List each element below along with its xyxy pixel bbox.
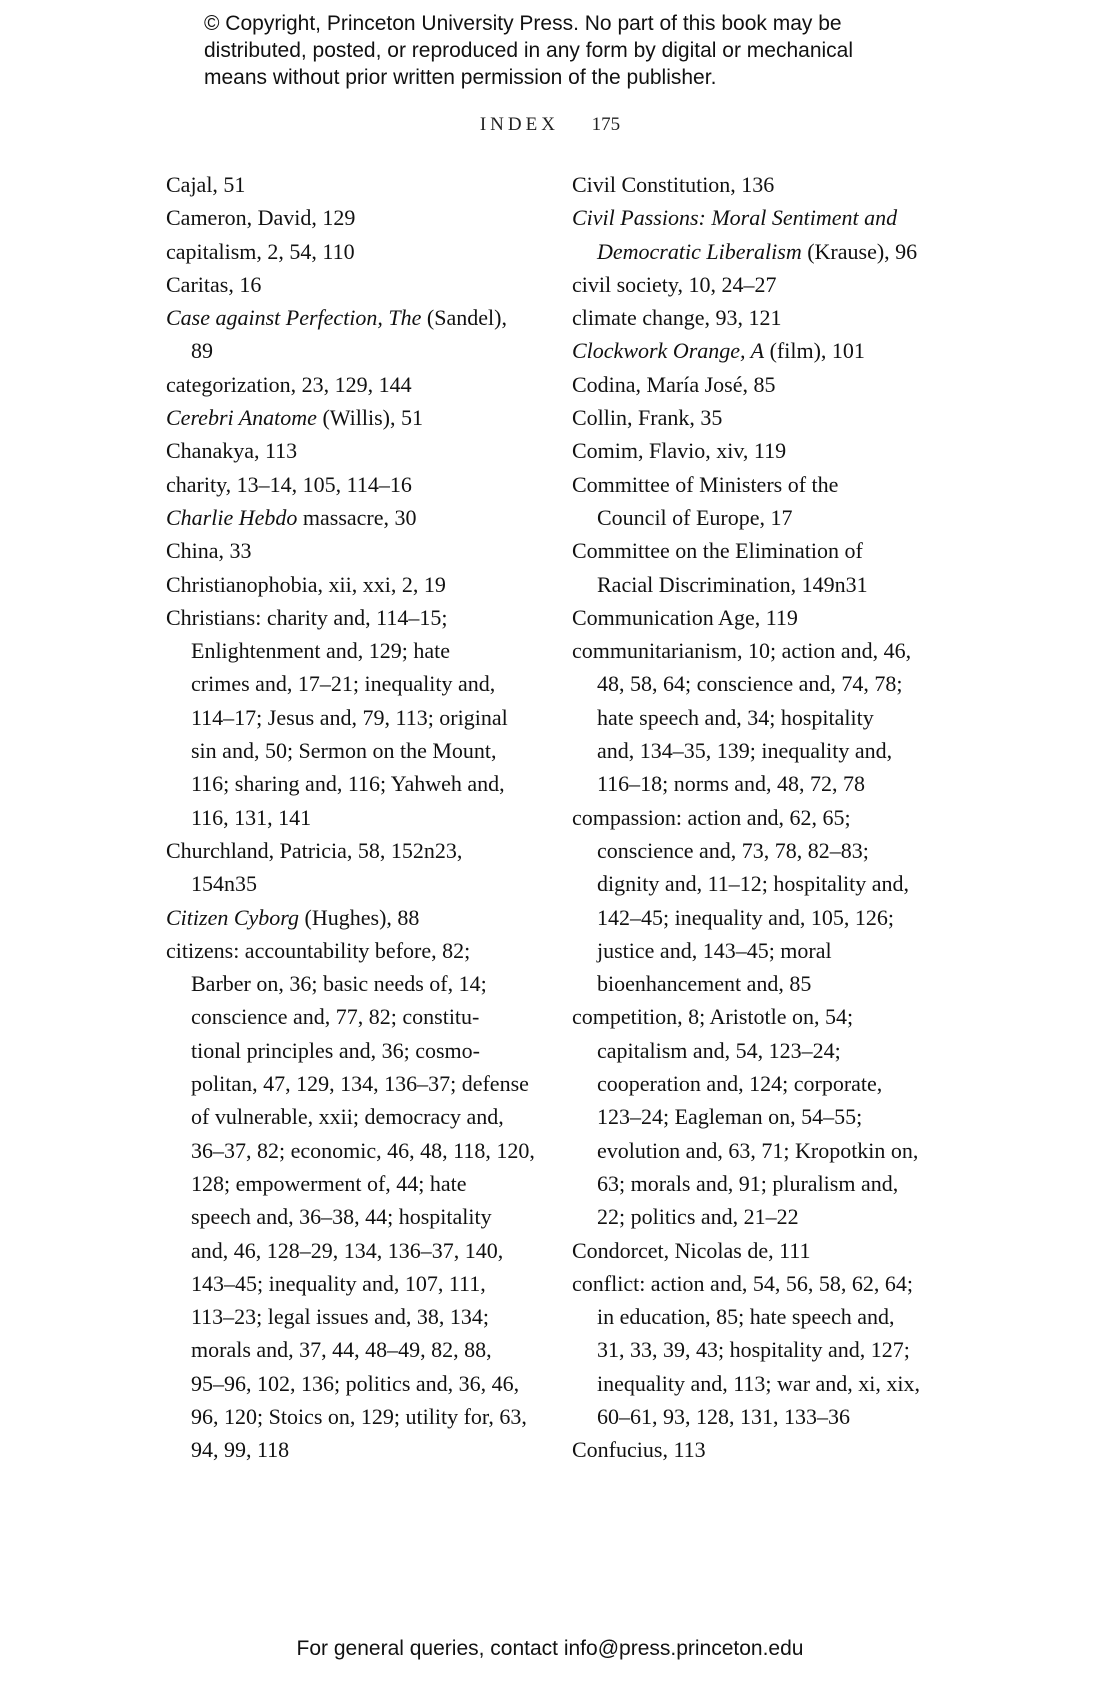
- index-entry-text: Cajal, 51: [166, 172, 246, 197]
- index-entry-text: Barber on, 36; basic needs of, 14;: [191, 971, 487, 997]
- index-entry-continuation: [166, 1100, 536, 1133]
- index-entry-line: [166, 901, 536, 934]
- index-entry: [166, 601, 536, 834]
- index-entry-text: politan, 47, 129, 134, 136–37; defense: [191, 1071, 529, 1097]
- index-entry-line: [572, 368, 942, 401]
- index-entry-text: capitalism, 2, 54, 110: [166, 238, 355, 264]
- index-entry-title: Cerebri Anatome: [166, 405, 317, 431]
- index-entry: [166, 468, 536, 501]
- index-entry-title: Case against Perfection, The: [166, 305, 422, 331]
- index-entry-text: Cameron, David, 129: [166, 205, 356, 231]
- index-entry-text: 114–17; Jesus and, 79, 113; original: [191, 704, 508, 730]
- copyright-line: distributed, posted, or reproduced in any form by digital or mechanical: [204, 39, 854, 62]
- index-entry-line: [166, 235, 536, 268]
- index-entry-continuation: [166, 967, 536, 1000]
- index-entry-text: Comim, Flavio, xiv, 119: [572, 438, 787, 464]
- index-entry-continuation: [166, 634, 536, 667]
- index-entry-continuation: [166, 1234, 536, 1267]
- index-entry: [572, 168, 942, 201]
- index-entry-line: [166, 301, 536, 334]
- index-entry-line: [572, 201, 942, 234]
- index-entry-text: Civil Constitution, 136: [572, 172, 775, 197]
- index-entry-continuation: [572, 1167, 942, 1200]
- index-entry-continuation: [572, 934, 942, 967]
- index-entry-continuation: [572, 1300, 942, 1333]
- index-entry-text: categorization, 23, 129, 144: [166, 371, 412, 397]
- index-entry: [572, 468, 942, 535]
- index-entry-text: (Sandel),: [421, 305, 507, 331]
- index-entry-continuation: [572, 1034, 942, 1067]
- index-entry: [166, 201, 536, 234]
- index-entry-text: 95–96, 102, 136; politics and, 36, 46,: [191, 1370, 520, 1396]
- index-entry-text: (Krause), 96: [801, 238, 918, 264]
- copyright-line: © Copyright, Princeton University Press. No part of this book may be: [204, 12, 842, 35]
- index-entry-text: in education, 85; hate speech and,: [597, 1304, 895, 1330]
- index-entry: [166, 834, 536, 901]
- index-entry: [572, 434, 942, 467]
- index-entry-continuation: [166, 667, 536, 700]
- footer-contact: For general queries, contact info@press.princeton.edu: [296, 1637, 804, 1660]
- index-entry-text: Chanakya, 113: [166, 438, 298, 464]
- index-entry-text: morals and, 37, 44, 48–49, 82, 88,: [191, 1337, 492, 1363]
- index-entry-line: [572, 401, 942, 434]
- index-entry-line: [166, 434, 536, 467]
- index-entry-text: 128; empowerment of, 44; hate: [191, 1170, 467, 1196]
- index-entry-title: Civil Passions: Moral Sentiment and: [572, 205, 898, 231]
- index-entry-continuation: [572, 667, 942, 700]
- index-entry-continuation: [572, 1100, 942, 1133]
- index-entry-continuation: [166, 701, 536, 734]
- index-entry-line: [572, 268, 942, 301]
- index-entry-line: [572, 634, 942, 667]
- index-entry: [166, 268, 536, 301]
- index-entry: [572, 1267, 942, 1433]
- index-entry-continuation: [572, 1134, 942, 1167]
- index-entry-line: [166, 401, 536, 434]
- index-entry-continuation: [572, 834, 942, 867]
- index-entry: [166, 434, 536, 467]
- index-entry: [166, 501, 536, 534]
- index-entry-text: bioenhancement and, 85: [597, 971, 812, 997]
- index-entry: [166, 301, 536, 368]
- index-entry-continuation: [166, 1167, 536, 1200]
- index-entry-continuation: [572, 967, 942, 1000]
- index-entry-continuation: [166, 1367, 536, 1400]
- index-entry-text: Churchland, Patricia, 58, 152n23,: [166, 837, 463, 863]
- index-entry-text: 36–37, 82; economic, 46, 48, 118, 120,: [191, 1137, 535, 1163]
- index-entry-text: climate change, 93, 121: [572, 305, 782, 331]
- index-entry-line: [572, 301, 942, 334]
- index-entry: [166, 368, 536, 401]
- index-entry-line: [166, 934, 536, 967]
- index-entry: [166, 235, 536, 268]
- index-entry-continuation: [166, 801, 536, 834]
- index-entry-text: conscience and, 77, 82; constitu-: [191, 1004, 480, 1030]
- index-entry-line: [166, 834, 536, 867]
- index-entry: [572, 1000, 942, 1233]
- index-entry-text: sin and, 50; Sermon on the Mount,: [191, 738, 497, 764]
- running-head-title: INDEX: [479, 114, 559, 135]
- index-entry-title: Democratic Liberalism: [597, 238, 802, 264]
- index-entry-line: [572, 334, 942, 367]
- index-entry-text: citizens: accountability before, 82;: [166, 937, 471, 963]
- index-entry: [572, 334, 942, 367]
- index-entry-text: evolution and, 63, 71; Kropotkin on,: [597, 1137, 919, 1163]
- index-entry-text: Confucius, 113: [572, 1437, 706, 1463]
- running-head: [0, 114, 1100, 136]
- index-entry: [572, 1433, 942, 1466]
- index-entry-text: 143–45; inequality and, 107, 111,: [191, 1270, 486, 1296]
- index-entry-text: hate speech and, 34; hospitality: [597, 704, 874, 730]
- index-entry-text: 116–18; norms and, 48, 72, 78: [597, 771, 866, 797]
- index-entry: [166, 534, 536, 567]
- index-entry-continuation: [166, 1067, 536, 1100]
- index-entry-text: dignity and, 11–12; hospitality and,: [597, 871, 910, 897]
- index-entry-continuation: [166, 1267, 536, 1300]
- index-entry-text: 116; sharing and, 116; Yahweh and,: [191, 771, 505, 797]
- index-entry-line: [166, 534, 536, 567]
- index-entry-text: (Hughes), 88: [299, 904, 420, 930]
- index-entry: [572, 534, 942, 601]
- index-entry-continuation: [166, 867, 536, 900]
- index-entry-text: conscience and, 73, 78, 82–83;: [597, 837, 869, 863]
- index-entry-text: Caritas, 16: [166, 271, 262, 297]
- index-entry-continuation: [572, 1333, 942, 1366]
- index-entry: [572, 601, 942, 634]
- index-entry-text: crimes and, 17–21; inequality and,: [191, 671, 496, 697]
- index-entry-line: [166, 201, 536, 234]
- index-entry-text: and, 46, 128–29, 134, 136–37, 140,: [191, 1237, 504, 1263]
- index-entry-title: Citizen Cyborg: [166, 904, 300, 930]
- index-entry-text: communitarianism, 10; action and, 46,: [572, 638, 912, 664]
- index-entry-continuation: [572, 501, 942, 534]
- index-entry-continuation: [572, 701, 942, 734]
- index-entry-line: [572, 601, 942, 634]
- index-entry-text: Christianophobia, xii, xxi, 2, 19: [166, 571, 446, 597]
- index-column-left: [166, 168, 536, 1467]
- index-entry-line: [166, 268, 536, 301]
- index-entry: [166, 901, 536, 934]
- index-entry-continuation: [166, 1333, 536, 1366]
- index-entry-continuation: [166, 1134, 536, 1167]
- index-entry-text: Enlightenment and, 129; hate: [191, 638, 451, 664]
- index-entry-text: of vulnerable, xxii; democracy and,: [191, 1104, 504, 1130]
- page-number: 175: [591, 114, 621, 135]
- index-entry-continuation: [166, 734, 536, 767]
- index-entry-text: 63; morals and, 91; pluralism and,: [597, 1170, 899, 1196]
- index-entry-text: 31, 33, 39, 43; hospitality and, 127;: [597, 1337, 910, 1363]
- index-entry-continuation: [166, 1000, 536, 1033]
- index-entry: [572, 368, 942, 401]
- index-entry-continuation: [166, 1200, 536, 1233]
- index-entry-text: Committee of Ministers of the: [572, 471, 839, 497]
- index-entry-text: Christians: charity and, 114–15;: [166, 604, 448, 630]
- index-entry-line: [572, 1000, 942, 1033]
- index-entry-line: [572, 468, 942, 501]
- index-entry-text: Council of Europe, 17: [597, 504, 793, 530]
- index-entry-text: 94, 99, 118: [191, 1437, 290, 1463]
- index-entry: [166, 934, 536, 1467]
- index-column-right: [572, 168, 942, 1467]
- index-entry-text: speech and, 36–38, 44; hospitality: [191, 1204, 492, 1230]
- index-entry-continuation: [166, 1433, 536, 1466]
- index-entry-line: [572, 534, 942, 567]
- index-entry-text: 113–23; legal issues and, 38, 134;: [191, 1304, 489, 1330]
- index-entry: [572, 1234, 942, 1267]
- index-entry-text: justice and, 143–45; moral: [597, 937, 832, 963]
- index-entry-text: Condorcet, Nicolas de, 111: [572, 1237, 811, 1263]
- index-entry-text: 89: [191, 338, 213, 364]
- index-entry-text: 60–61, 93, 128, 131, 133–36: [597, 1403, 850, 1429]
- index-entry-text: and, 134–35, 139; inequality and,: [597, 738, 893, 764]
- index-entry-text: (Willis), 51: [316, 405, 423, 431]
- index-entry-line: [572, 168, 942, 201]
- index-entry-line: [572, 801, 942, 834]
- index-entry-continuation: [572, 235, 942, 268]
- index-entry: [166, 401, 536, 434]
- index-entry-text: competition, 8; Aristotle on, 54;: [572, 1004, 854, 1030]
- index-entry-text: inequality and, 113; war and, xi, xix,: [597, 1370, 921, 1396]
- index-entry: [572, 201, 942, 268]
- index-entry-text: 116, 131, 141: [191, 804, 312, 830]
- index-entry-text: Collin, Frank, 35: [572, 405, 723, 431]
- index-entry-continuation: [572, 734, 942, 767]
- index-entry-continuation: [572, 568, 942, 601]
- index-entry: [572, 268, 942, 301]
- index-entry-text: 48, 58, 64; conscience and, 74, 78;: [597, 671, 903, 697]
- index-entry-text: 22; politics and, 21–22: [597, 1204, 799, 1230]
- index-entry: [166, 168, 536, 201]
- index-entry-text: (film), 101: [764, 338, 865, 364]
- index-entry-continuation: [166, 1400, 536, 1433]
- index-entry-text: 154n35: [191, 871, 257, 897]
- index-entry: [572, 801, 942, 1001]
- index-entry-text: conflict: action and, 54, 56, 58, 62, 64;: [572, 1270, 913, 1296]
- index-entry-continuation: [572, 1367, 942, 1400]
- index-entry-continuation: [166, 1300, 536, 1333]
- index-entry-text: China, 33: [166, 538, 252, 564]
- index-entry-text: massacre, 30: [297, 504, 417, 530]
- index-entry-line: [572, 1433, 942, 1466]
- index-entry-text: 142–45; inequality and, 105, 126;: [597, 904, 894, 930]
- index-entry-text: Codina, María José, 85: [572, 371, 776, 397]
- index-entry-continuation: [572, 1400, 942, 1433]
- index-entry-text: Communication Age, 119: [572, 604, 798, 630]
- index-entry-line: [166, 168, 536, 201]
- index-entry-text: civil society, 10, 24–27: [572, 271, 777, 297]
- index-entry-continuation: [572, 1200, 942, 1233]
- index-entry-line: [572, 1234, 942, 1267]
- index-entry-text: 96, 120; Stoics on, 129; utility for, 63,: [191, 1403, 527, 1429]
- index-entry-text: compassion: action and, 62, 65;: [572, 804, 851, 830]
- index-entry-text: Committee on the Elimination of: [572, 538, 863, 564]
- index-entry-title: Clockwork Orange, A: [572, 338, 765, 364]
- index-entry-text: charity, 13–14, 105, 114–16: [166, 471, 412, 497]
- index-entry-title: Charlie Hebdo: [166, 504, 298, 530]
- index-entry-continuation: [166, 1034, 536, 1067]
- index-entry-text: capitalism and, 54, 123–24;: [597, 1037, 841, 1063]
- index-entry-text: tional principles and, 36; cosmo-: [191, 1037, 480, 1063]
- index-entry-line: [166, 501, 536, 534]
- index-entry: [572, 301, 942, 334]
- index-entry-continuation: [572, 767, 942, 800]
- index-entry-continuation: [572, 867, 942, 900]
- index-entry-line: [572, 434, 942, 467]
- index-entry: [572, 634, 942, 800]
- index-entry-line: [166, 368, 536, 401]
- index-entry-text: cooperation and, 124; corporate,: [597, 1071, 883, 1097]
- index-entry-text: Racial Discrimination, 149n31: [597, 571, 868, 597]
- index-entry-continuation: [166, 334, 536, 367]
- index-entry-continuation: [166, 767, 536, 800]
- copyright-line: means without prior written permission of the publisher.: [204, 66, 717, 89]
- index-entry-line: [572, 1267, 942, 1300]
- copyright-notice: [204, 10, 924, 91]
- index-entry-line: [166, 468, 536, 501]
- index-entry: [572, 401, 942, 434]
- index-entry-continuation: [572, 901, 942, 934]
- index-entry: [166, 568, 536, 601]
- index-entry-continuation: [572, 1067, 942, 1100]
- index-entry-line: [166, 568, 536, 601]
- index-entry-text: 123–24; Eagleman on, 54–55;: [597, 1104, 863, 1130]
- index-entry-line: [166, 601, 536, 634]
